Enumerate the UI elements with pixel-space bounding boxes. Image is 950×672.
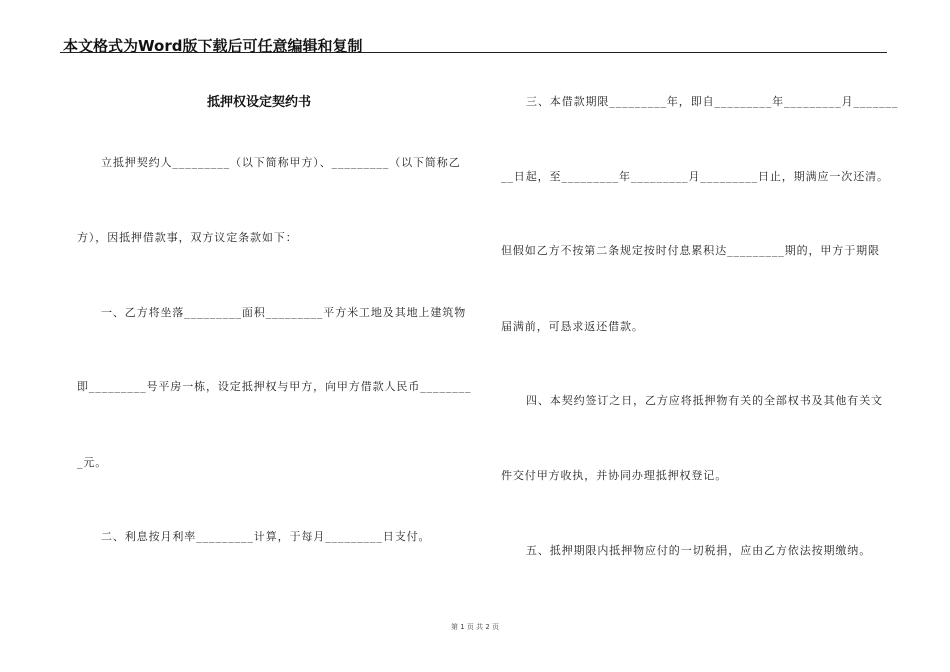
- right-paragraph-line: 五、抵押期限内抵押物应付的一切税捐，应由乙方依法按期缴纳。: [526, 544, 872, 557]
- left-paragraph-line: 一、乙方将坐落_________面积_________平方米工地及其地上建筑物: [101, 306, 467, 319]
- document-title: 抵押权设定契约书: [207, 95, 312, 110]
- right-paragraph-line: 但假如乙方不按第二条规定按时付息累积达_________期的，甲方于期限: [501, 244, 880, 257]
- left-paragraph-line: 二、利息按月利率_________计算，于每月_________日支付。: [101, 530, 431, 543]
- right-paragraph-line: 届满前，可恳求返还借款。: [501, 320, 644, 333]
- left-paragraph-line: 方），因抵押借款事，双方议定条款如下：: [77, 231, 298, 244]
- right-paragraph-line: __日起，至_________年_________月_________日止，期满应一次还清。: [501, 170, 889, 183]
- left-paragraph-line: 立抵押契约人_________（以下简称甲方）、_________（以下简称乙: [101, 156, 461, 169]
- right-paragraph-line: 四、本契约签订之日，乙方应将抵押物有关的全部权书及其他有关文: [526, 394, 883, 407]
- header-divider: [60, 52, 887, 53]
- left-paragraph-line: 即_________号平房一栋，设定抵押权与甲方，向甲方借款人民币________: [77, 380, 472, 393]
- page-number: 第 1 页 共 2 页: [450, 623, 500, 631]
- document-header: 本文格式为Word版下载后可任意编辑和复制: [63, 37, 363, 55]
- right-paragraph-line: 件交付甲方收执，并协同办理抵押权登记。: [501, 469, 728, 482]
- right-paragraph-line: 三、本借款期限_________年，即自_________年_________月_______: [526, 95, 899, 108]
- left-paragraph-line: _元。: [77, 456, 108, 469]
